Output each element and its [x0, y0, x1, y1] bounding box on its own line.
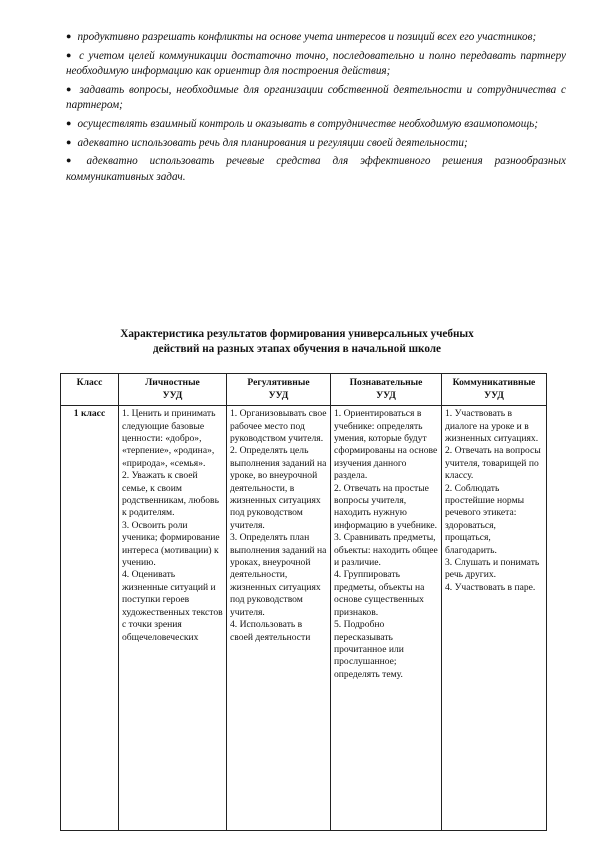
bullet-dot-icon: ● — [66, 155, 81, 166]
header-communicative: Коммуникативные УУД — [442, 374, 547, 406]
uud-table — [60, 373, 547, 831]
cell-communicative: 1. Участвовать в диалоге на уроке и в жизненных ситуациях. 2. Отвечать на вопросы учителя, товарищей по классу. 2. Соблюдать простейшие нормы речевого этикета: здороваться, прощаться, благодарить. 3. Слушать и понимать речь других. 4. Участвовать в паре. — [442, 406, 547, 831]
table-header-row — [61, 374, 547, 406]
bullet-dot-icon: ● — [66, 136, 72, 147]
heading-line-2: действий на разных этапах обучения в начальной школе — [152, 343, 442, 356]
header-personal: Личностные УУД — [119, 374, 227, 406]
bullet-item: ● продуктивно разрешать конфликты на основе учета интересов и позиций всех его участников; — [66, 31, 537, 43]
header-regulative: Регулятивные УУД — [227, 374, 331, 406]
bullet-dot-icon: ● — [66, 83, 74, 94]
section-heading — [60, 327, 534, 358]
bullet-dot-icon: ● — [66, 117, 72, 128]
cell-regulative: 1. Организовывать свое рабочее место под руководством учителя. 2. Определять цель выполнения заданий на уроке, во внеурочной деятельности, в жизненных ситуациях под руководством учителя. 3. Определять план выполнения заданий на уроках, внеурочной деятельности, жизненных ситуациях под руководством учителя. 4. Использовать в своей деятельности — [227, 406, 331, 831]
heading-line-1: Характеристика результатов формирования универсальных учебных — [120, 328, 474, 340]
cell-personal: 1. Ценить и принимать следующие базовые ценности: «добро», «терпение», «родина», «природа», «семья». 2. Уважать к своей семье, к своим родственникам, любовь к родителям. 3. Освоить роли ученика; формирование интереса (мотивации) к учению. 4. Оценивать жизненные ситуаций и поступки героев художественных текстов с точки зрения общечеловеческих — [119, 406, 227, 831]
bullet-dot-icon: ● — [66, 49, 74, 60]
bullet-dot-icon: ● — [66, 31, 72, 41]
cell-class: 1 класс — [61, 406, 119, 831]
bullet-list — [66, 30, 566, 188]
bullet-item: ● с учетом целей коммуникации достаточно точно, последовательно и полно передавать партнеру необходимую информацию как ориентир для построения действия; — [66, 49, 567, 78]
bullet-item: ● задавать вопросы, необходимые для организации собственной деятельности и сотрудничества с партнером; — [66, 83, 567, 112]
bullet-item: ● осуществлять взаимный контроль и оказывать в сотрудничестве необходимую взаимопомощь; — [66, 117, 538, 130]
header-cognitive: Познавательные УУД — [331, 374, 442, 406]
table-row — [61, 406, 547, 831]
cell-cognitive: 1. Ориентироваться в учебнике: определять умения, которые будут сформированы на основе изучения данного раздела. 2. Отвечать на простые вопросы учителя, находить нужную информацию в учебнике. 3. Сравнивать предметы, объекты: находить общее и различие. 4. Группировать предметы, объекты на основе существенных признаков. 5. Подробно пересказывать прочитанное или прослушанное; определять тему. — [331, 406, 442, 831]
bullet-item: ● адекватно использовать речь для планирования и регуляции своей деятельности; — [66, 136, 468, 149]
bullet-item: ● адекватно использовать речевые средства для эффективного решения разнообразных коммуникативных задач. — [66, 155, 566, 183]
header-class: Класс — [61, 374, 119, 406]
